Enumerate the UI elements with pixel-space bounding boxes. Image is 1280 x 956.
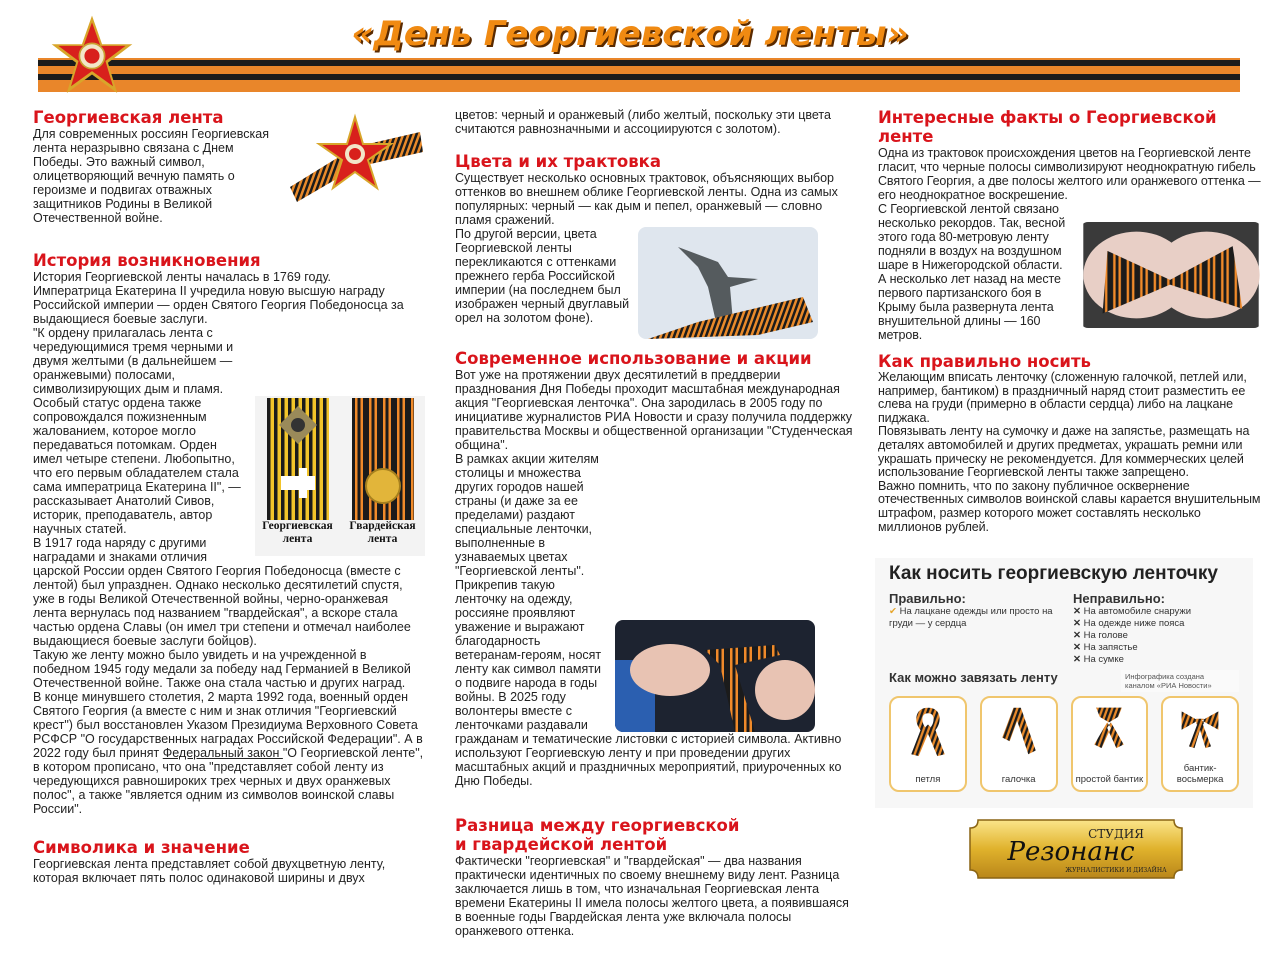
section-heading: Георгиевская лента [33, 108, 224, 127]
tie-simple-bow [1071, 696, 1149, 792]
paragraph: В рамках акции жителям столицы и множества других городов нашей страны (и даже за ее пределами) раздают специальные ленточки, выполненные в узнаваемых цветах "Георгиевской ленты". Прикрепив такую ленточку на одежду, россияне проявляют уважение и выражают благодарность ветеранам-героям, носят ленту как символ памяти о подвиге народа в годы войны. В 2025 году волонтеры вместе с ленточками раздавали гражданам и тематические листовки с историей символа. Активно используют Георгиевскую ленту и при проведении других масштабных акций и праздничных мероприятий, приуроченных ко Дню Победы. [455, 452, 842, 788]
cross-icon: ✕ [1073, 618, 1081, 629]
tie-label: галочка [1001, 774, 1036, 785]
paragraph: Вот уже на протяжении двух десятилетий в преддверии празднования Дня Победы проходит масштабная международная акция "Георгиевская ленточка". Она зародилась в 2005 году по инициативе журналистов РИА Новости и сразу получила поддержку правительства Москвы и общественной организации "Студенческая община". [455, 368, 853, 452]
paragraph: "К ордену прилагалась лента с чередующимися тремя черными и двумя желтыми (в дальнейшем — оранжевыми) полосами, символизирующих дым и пламя. Особый статус ордена также сопровождался пожизненным жалованием, которое могло передаваться потомкам. Орден имел четыре степени. Любопытно, что его первым обладателем стала сама императрица Екатерина II", — рассказывает Анатолий Сивов, историк, преподаватель, автор научных статей. [33, 326, 241, 536]
section-difference [455, 806, 853, 938]
studio-rezonans-logo [966, 816, 1186, 882]
section-heading: Как правильно носить [878, 352, 1091, 371]
section-georgievskaya [33, 108, 425, 225]
paragraph: Одна из трактовок происхождения цветов на Георгиевской ленте гласит, что черные полосы символизируют неоднократную гибель Святого Георгия, а две полосы желтого или оранжевого оттенка — его неоднократное воскрешение. [878, 146, 1261, 202]
text: На голове [1083, 630, 1128, 641]
section-heading: История возникновения [33, 251, 261, 270]
column-2 [455, 108, 853, 956]
paragraph: Существует несколько основных трактовок, объясняющих выбор оттенков во внешнем облике Георгиевской ленты. Одна из самых популярных: черный — как дым и пепел, оранжевый — словно пламя сражений. [455, 171, 838, 227]
infographic [875, 558, 1253, 808]
ribbon-loop-icon [908, 704, 948, 758]
column-3 [878, 108, 1262, 360]
section-history [33, 243, 425, 816]
text: "О Георгиевской ленте", в котором прописано, что она "представляет собой ленту из чередующихся равношироких трех черных и двух оранжевых полос", а также "является одним из символов воинской славы России". [33, 746, 424, 816]
wrong-item [1073, 618, 1239, 630]
section-modern [455, 343, 853, 788]
tie-label: бантик-восьмерка [1176, 763, 1224, 785]
section-heading: Символика и значение [33, 838, 250, 857]
text: На сумке [1083, 654, 1124, 665]
paragraph: Георгиевская лента представляет собой двухцветную ленту, которая включает пять полос одинаковой ширины и двух [33, 857, 386, 885]
paragraph: Желающим вписать ленточку (сложенную галочкой, петлей или, например, бантиком) в праздничный наряд стоит разместить ее слева на груди (примерно в области сердца) либо на лацкане пиджака. [878, 370, 1247, 425]
ribbon-check-icon [999, 704, 1039, 758]
wrong-item [1073, 630, 1239, 642]
tying-ribbon-photo [615, 620, 815, 732]
medal-gvardeyskaya [344, 398, 421, 554]
paragraph: В 1917 года наряду с другими наградами и знаками отличия царской России орден Святого Георгия Победоносца (вместе с лентой) был упразднен. Однако несколько десятилетий спустя, уже в годы Великой Отечественной войны, черно-оранжевая лента вернулась под названием "гвардейская", а вскоре стала частью ордена Славы (он имел три степени и отмечал наиболее выдающиеся боевые заслуги бойцов). [33, 536, 411, 648]
tie-check [980, 696, 1058, 792]
section-heading: Разница между георгиевской и гвардейской лентой [455, 816, 740, 854]
section-heading: Цвета и их трактовка [455, 152, 662, 171]
section-symbolism [33, 838, 425, 885]
federal-law-link[interactable]: Федеральный закон [162, 746, 283, 760]
section-facts [878, 108, 1262, 342]
correct-item [889, 606, 1055, 630]
tie-header-row [889, 670, 1239, 692]
header-ribbon [38, 58, 1240, 90]
wrong-heading: Неправильно: [1073, 591, 1165, 606]
paragraph: С Георгиевской лентой связано несколько рекордов. Так, весной этого года 80-метровую ленту подняли в воздух на воздушном шаре в Нижегородской области. А несколько лет назад на месте первого партизанского боя в Крыму была развернута лента внушительной длины — 160 метров. [878, 202, 1066, 342]
cross-icon: ✕ [1073, 606, 1081, 617]
svg-text:СТУДИЯ: СТУДИЯ [1088, 827, 1144, 841]
motherland-monument-photo [638, 227, 818, 339]
correct-heading: Правильно: [889, 591, 966, 606]
text: В конце минувшего столетия, 2 марта 1992 года, военный орден Святого Георгия (а вместе с ним и знак отличия "Георгиевский крест") был восстановлен Указом Президиума Верховного Совета РСФСР "О государственных наградах Российской Федерации". А в 2022 году был принят [33, 690, 423, 760]
cross-icon: ✕ [1073, 654, 1081, 665]
tie-loop [889, 696, 967, 792]
tie-label: простой бантик [1075, 774, 1144, 785]
medal-caption: Гвардейская лента [349, 520, 416, 545]
ribbon-simple-bow-icon [1089, 704, 1129, 750]
section-heading: Интересные факты о Георгиевской ленте [878, 108, 1217, 146]
text: На одежде ниже пояса [1083, 618, 1185, 629]
wrong-item [1073, 606, 1239, 618]
paragraph: Повязывать ленту на сумочку и даже на запястье, размещать на деталях автомобилей и других предметах, украшать ремни или украшать прическу не рекомендуется. Для коммерческих целей использование Георгиевской ленты также запрещено. [878, 424, 1250, 480]
check-icon: ✔ [889, 606, 897, 617]
ribbon-bow-icon [1178, 704, 1222, 750]
tie-heading: Как можно завязать ленту [889, 670, 1058, 685]
section-wear [878, 352, 1262, 534]
text: На запястье [1083, 642, 1138, 653]
paragraph: Фактически "георгиевская" и "гвардейская" — два названия практически идентичных по своему внешнему виду лент. Разница заключается лишь в том, что изначальная Георгиевская лента времени Екатерины II имела полосы желтого цвета, а появившаяся в военные годы Гвардейская лента уже включала полосы оранжевого оттенка. [455, 854, 849, 938]
section-colors [455, 152, 853, 325]
medal-georgievskaya [259, 398, 336, 554]
text: На автомобиле снаружи [1083, 606, 1192, 617]
medals-image [255, 396, 425, 556]
paragraph [33, 690, 425, 816]
section-text: Для современных россиян Георгиевская лента неразрывно связана с Днем Победы. Это важный символ, олицетворяющий вечную память о героизме и подвигах отважных защитников Родины в Великой Отечественной войне. [33, 127, 269, 225]
wrong-list [1073, 591, 1239, 666]
column-1 [33, 108, 425, 903]
infographic-credit: Инфографика создана каналом «РИА Новости» [1121, 670, 1239, 692]
paragraph: Такую же ленту можно было увидеть и на учрежденной в победном 1945 году медали за победу над Германией в Великой Отечественной войне. Также она стала частью и других наград. [33, 648, 411, 690]
cross-icon: ✕ [1073, 630, 1081, 641]
correct-list [889, 591, 1055, 666]
tie-options [889, 696, 1239, 792]
svg-text:ЖУРНАЛИСТИКИ И ДИЗАЙНА: ЖУРНАЛИСТИКИ И ДИЗАЙНА [1065, 867, 1167, 874]
cross-icon: ✕ [1073, 642, 1081, 653]
order-star-icon [50, 14, 134, 98]
paragraph: Важно помнить, что по закону публичное осквернение отечественных символов воинской славы карается внушительным штрафом, размер которого может составлять несколько миллионов рублей. [878, 478, 1261, 534]
paragraph: цветов: черный и оранжевый (либо желтый, поскольку эти цвета считаются равнозначными и ассоциируются с золотом). [455, 108, 831, 136]
tie-label: петля [915, 774, 941, 785]
wrong-item [1073, 654, 1239, 666]
paragraph: Императрица Екатерина II учредила новую высшую награду Российской империи — орден Святого Георгия Победоносца за выдающиеся боевые заслуги. [33, 284, 404, 326]
text: На лацкане одежды или просто на груди — у сердца [889, 606, 1053, 629]
section-heading: Современное использование и акции [455, 349, 812, 368]
medal-caption: Георгиевская лента [262, 520, 333, 545]
tie-figure-eight-bow [1161, 696, 1239, 792]
paragraph: По другой версии, цвета Георгиевской ленты перекликаются с оттенками прежнего герба Российской империи (на последнем был изображен черный двуглавый орел на золотом фоне). [455, 227, 630, 325]
infographic-title: Как носить георгиевскую ленточку [889, 563, 1218, 584]
wrong-item [1073, 642, 1239, 654]
paragraph: История Георгиевской ленты началась в 1769 году. [33, 270, 331, 284]
page-title: «День Георгиевской ленты» [351, 14, 909, 54]
svg-text:Резонанс: Резонанс [1007, 837, 1135, 867]
ribbon-order-image [285, 112, 425, 202]
hands-ribbon-photo [1080, 222, 1262, 328]
